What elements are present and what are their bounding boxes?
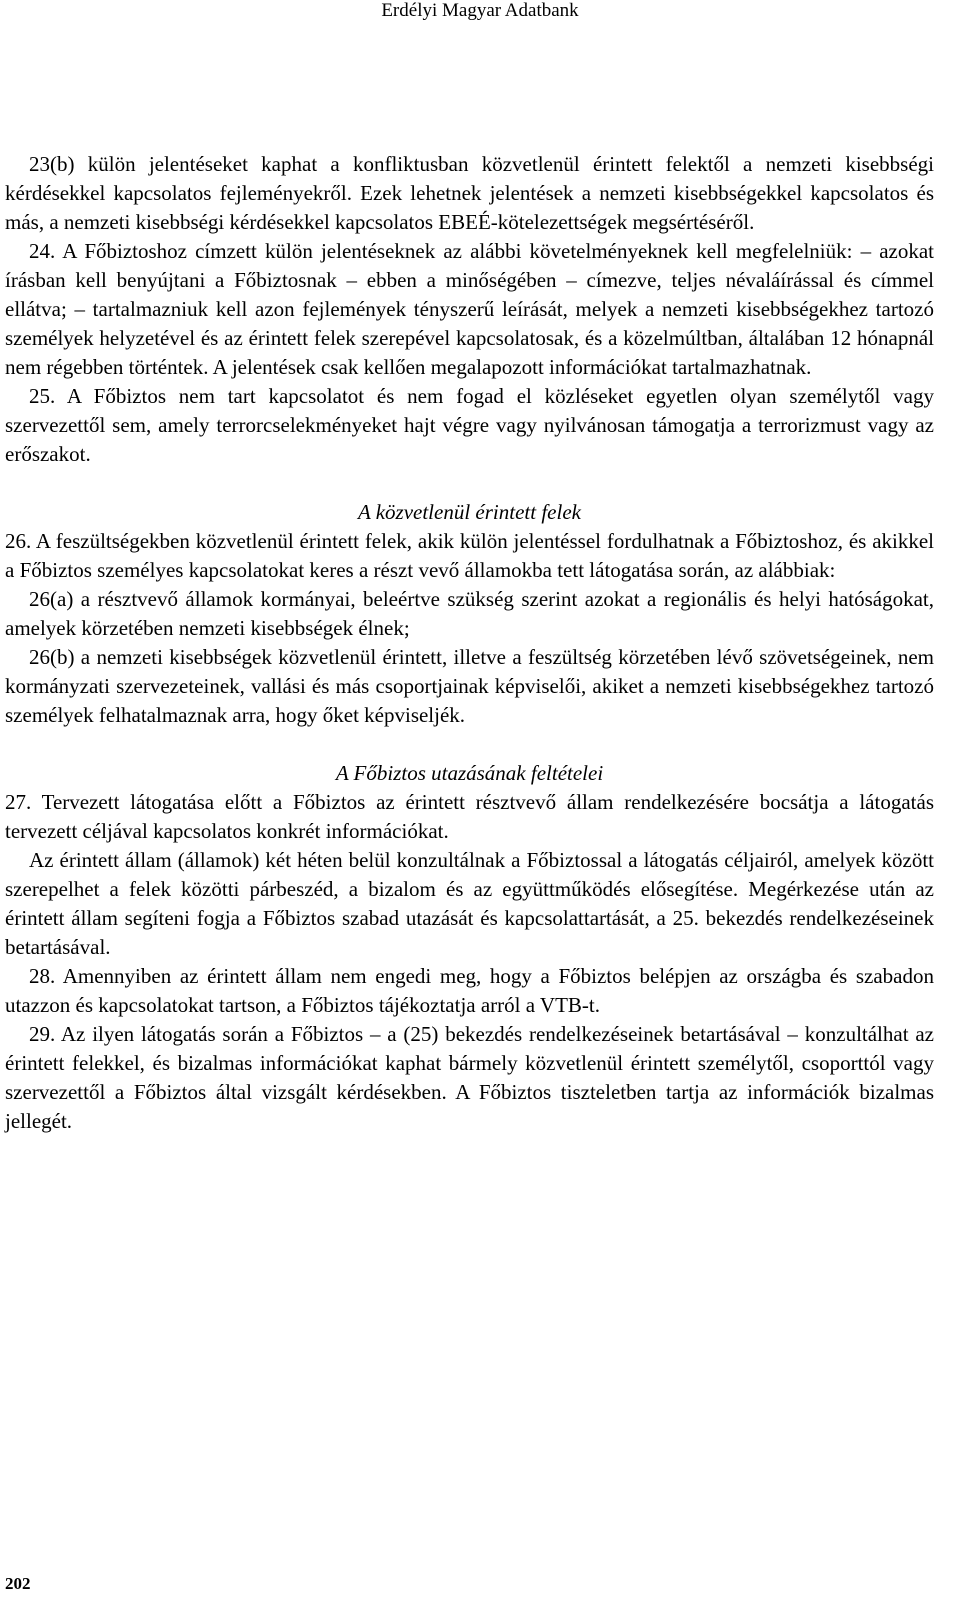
paragraph-25: 25. A Főbiztos nem tart kapcsolatot és nem fogad el közléseket egyetlen olyan személytől vagy szervezettől sem, amely terrorcselekményeket hajt végre vagy nyilvánosan támogatja a terrorizmust vagy az erőszakot. — [5, 384, 934, 466]
section-heading-parties: A közvetlenül érintett felek — [358, 500, 581, 524]
paragraph-28: 28. Amennyiben az érintett állam nem engedi meg, hogy a Főbiztos belépjen az országba és szabadon utazzon és kapcsolatokat tartson, a Főbiztos tájékoztatja arról a VTB-t. — [5, 964, 934, 1017]
section-heading-travel: A Főbiztos utazásának feltételei — [335, 761, 604, 785]
page-number: 202 — [5, 1574, 31, 1593]
paragraph-26b: 26(b) a nemzeti kisebbségek közvetlenül érintett, illetve a feszültség körzetében lévő szövetségeinek, nem kormányzati szervezeteinek, vallási és más csoportjainak képviselői, akiket a nemzeti kisebbségekhez tartozó személyek felhatalmaznak arra, hogy őket képviseljék. — [5, 645, 934, 727]
paragraph-24: 24. A Főbiztoshoz címzett külön jelentéseknek az alábbi követelményeknek kell megfelelniük: – azokat írásban kell benyújtani a Főbiztosnak – ebben a minőségében – címezve, teljes névaláírással és címmel ellátva; – tartalmazniuk kell azon fejlemények tényszerű leírását, melyek a nemzeti kisebbségekhez tartozó személyek helyzetével és az érintett felek szerepével kapcsolatosak, és a közelmúltban, általában 12 hónapnál nem régebben történtek. A jelentések csak kellően megalapozott információkat tartalmazhatnak. — [5, 239, 934, 379]
document-body — [5, 150, 934, 1136]
paragraph-23b: 23(b) külön jelentéseket kaphat a konfliktusban közvetlenül érintett felektől a nemzeti kisebbségi kérdésekkel kapcsolatos fejleményekről. Ezek lehetnek jelentések a nemzeti kisebbségekkel kapcsolatos és más, a nemzeti kisebbségi kérdésekkel kapcsolatos EBEÉ-kötelezettségek megsértéséről. — [5, 152, 934, 234]
paragraph-26: 26. A feszültségekben közvetlenül érintett felek, akik külön jelentéssel fordulhatnak a Főbiztoshoz, és akikkel a Főbiztos személyes kapcsolatokat keres a részt vevő államokba tett látogatása során, az alábbiak: — [5, 529, 934, 582]
paragraph-29: 29. Az ilyen látogatás során a Főbiztos – a (25) bekezdés rendelkezéseinek betartásával – konzultálhat az érintett felekkel, és bizalmas információkat kaphat bármely közvetlenül érintett személytől, csoporttól vagy szervezettől a Főbiztos által vizsgált kérdésekben. A Főbiztos tiszteletben tartja az információk bizalmas jellegét. — [5, 1022, 934, 1133]
paragraph-27: 27. Tervezett látogatása előtt a Főbiztos az érintett résztvevő állam rendelkezésére bocsátja a látogatás tervezett céljával kapcsolatos konkrét információkat. — [5, 790, 934, 843]
page-header: Erdélyi Magyar Adatbank — [381, 0, 579, 21]
paragraph-26a: 26(a) a résztvevő államok kormányai, beleértve szükség szerint azokat a regionális és helyi hatóságokat, amelyek körzetében nemzeti kisebbségek élnek; — [5, 587, 934, 640]
paragraph-27-consultation: Az érintett állam (államok) két héten belül konzultálnak a Főbiztossal a látogatás céljairól, amelyek között szerepelhet a felek közötti párbeszéd, a bizalom és az együttműködés elősegítése. Megérkezése után az érintett állam segíteni fogja a Főbiztos szabad utazását és kapcsolattartását, a 25. bekezdés rendelkezéseinek betartásával. — [5, 848, 934, 959]
